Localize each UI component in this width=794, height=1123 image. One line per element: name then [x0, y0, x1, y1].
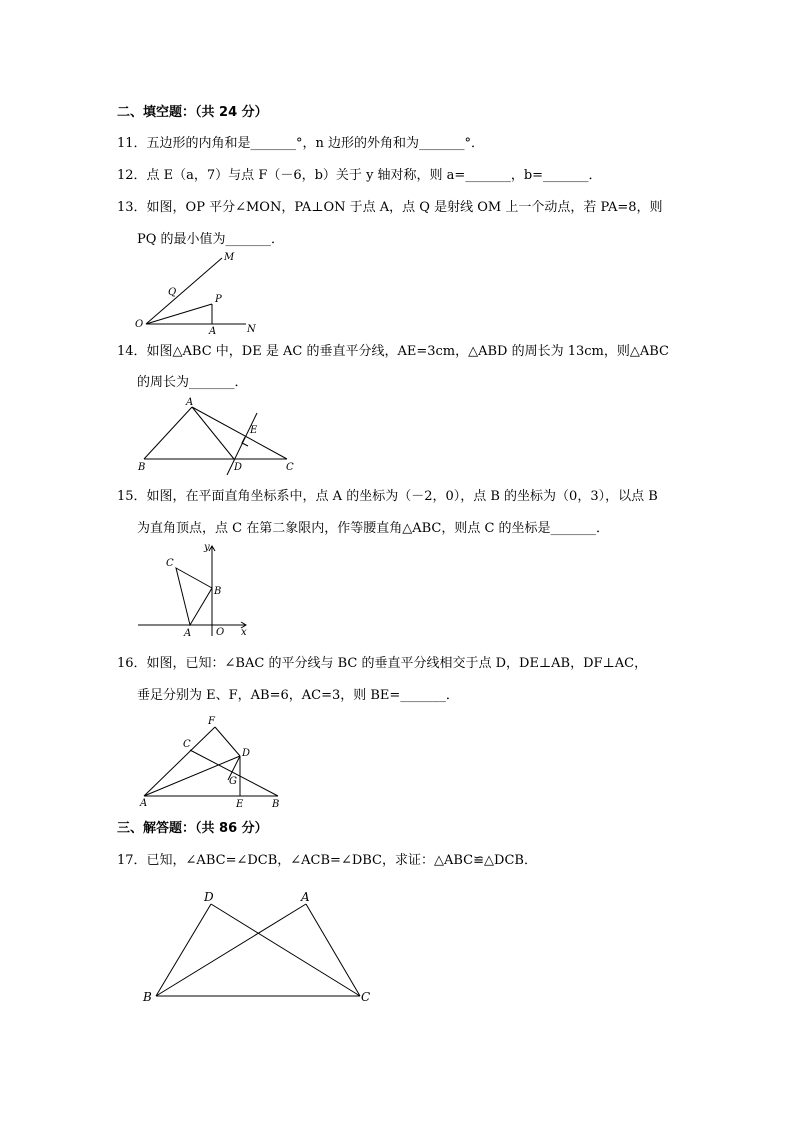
segment-ba	[156, 904, 306, 996]
segment-ad	[192, 407, 234, 459]
label-a: A	[186, 397, 194, 408]
label-c: C	[183, 739, 191, 750]
question-16-line-1: 16．如图，已知：∠BAC 的平分线与 BC 的垂直平分线相交于点 D，DE⊥AB，DF⊥AC，	[117, 656, 648, 671]
label-a: A	[140, 798, 148, 809]
segment-op	[146, 304, 212, 324]
label-f: F	[208, 716, 215, 727]
section-2-title: 二、填空题：（共 24 分）	[117, 105, 268, 120]
ray-om	[146, 258, 222, 324]
side-ac	[192, 407, 287, 459]
label-o: O	[216, 627, 225, 638]
question-15-line-1: 15．如图，在平面直角坐标系中，点 A 的坐标为（－2，0），点 B 的坐标为（0，3），以点 B	[117, 489, 658, 504]
question-14-line-2: 的周长为_______．	[137, 375, 248, 390]
label-p: P	[215, 294, 222, 305]
label-x: x	[241, 627, 247, 638]
question-13-figure	[130, 248, 270, 338]
label-q: Q	[168, 287, 177, 298]
question-12: 12．点 E（a，7）与点 F（－6，b）关于 y 轴对称，则 a=_______，b=_______．	[117, 168, 602, 183]
ray-acf	[144, 727, 215, 796]
label-b: B	[272, 799, 280, 810]
question-17: 17．已知，∠ABC=∠DCB，∠ACB=∠DBC，求证：△ABC≌△DCB．	[117, 853, 537, 868]
question-16-figure	[136, 710, 286, 812]
label-o: O	[135, 319, 144, 330]
label-d: D	[234, 462, 243, 473]
angle-bisector-ad	[144, 756, 240, 796]
label-b: B	[138, 462, 146, 473]
question-15-line-2: 为直角顶点，点 C 在第二象限内，作等腰直角△ABC，则点 C 的坐标是_______．	[137, 521, 610, 536]
label-g: G	[229, 776, 237, 787]
triangle-abc	[176, 568, 212, 625]
segment-bd	[156, 904, 211, 996]
section-3-title: 三、解答题：（共 86 分）	[117, 821, 268, 836]
label-a: A	[301, 890, 310, 904]
label-a: A	[209, 326, 217, 337]
label-m: M	[224, 252, 235, 263]
side-cb	[190, 750, 278, 796]
question-13-line-1: 13．如图，OP 平分∠MON，PA⊥ON 于点 A，点 Q 是射线 OM 上一个动点，若 PA=8，则	[117, 200, 663, 215]
label-a: A	[184, 628, 192, 639]
label-c: C	[286, 462, 294, 473]
segment-dc	[211, 904, 360, 996]
segment-ac	[306, 904, 360, 996]
label-n: N	[247, 324, 256, 335]
question-13-line-2: PQ 的最小值为_______．	[137, 232, 285, 247]
question-14-line-1: 14．如图△ABC 中，DE 是 AC 的垂直平分线，AE=3cm，△ABD 的周长为 13cm，则△ABC	[117, 344, 669, 359]
question-16-line-2: 垂足分别为 E、F，AB=6，AC=3，则 BE=_______．	[137, 688, 459, 703]
label-d: D	[242, 748, 251, 759]
question-17-figure	[138, 885, 378, 1010]
question-14-figure	[134, 393, 304, 478]
label-c: C	[361, 990, 371, 1004]
question-15-figure	[134, 538, 254, 640]
question-11: 11．五边形的内角和是_______°，n 边形的外角和为_______°．	[117, 136, 485, 151]
side-ab	[144, 407, 192, 459]
label-b: B	[214, 586, 222, 597]
label-b: B	[143, 990, 152, 1004]
label-d: D	[204, 890, 214, 904]
label-e: E	[236, 799, 244, 810]
label-c: C	[166, 558, 174, 569]
label-e: E	[250, 425, 258, 436]
label-y: y	[204, 542, 210, 553]
segment-df	[215, 727, 240, 756]
